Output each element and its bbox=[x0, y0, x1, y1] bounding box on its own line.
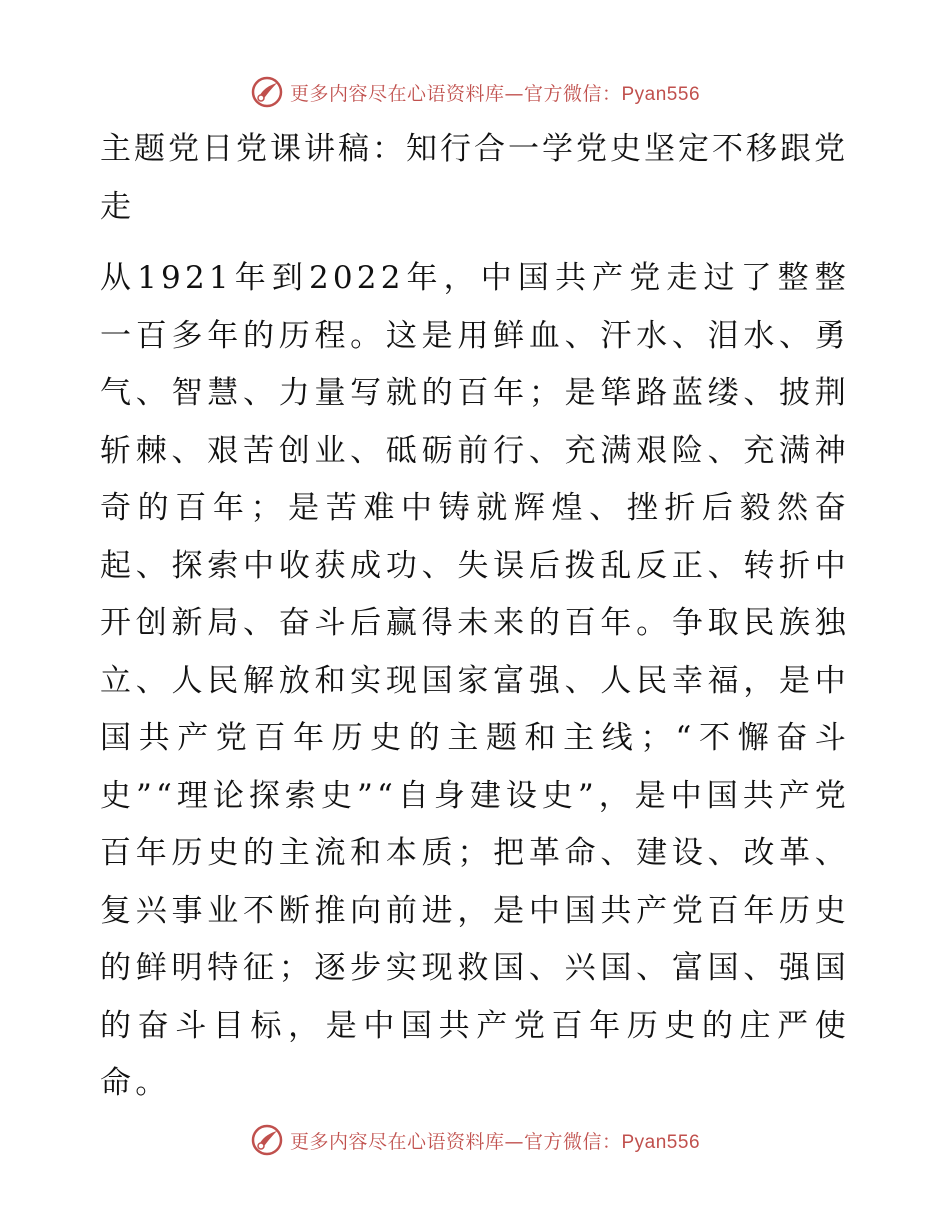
brush-emblem-icon bbox=[250, 1123, 284, 1157]
body-paragraph: 从1921年到2022年，中国共产党走过了整整一百多年的历程。这是用鲜血、汗水、泪水、勇气、智慧、力量写就的百年；是筚路蓝缕、披荆斩棘、艰苦创业、砥砺前行、充满艰险、充满神奇的百年；是苦难中铸就辉煌、挫折后毅然奋起、探索中收获成功、失误后拨乱反正、转折中开创新局、奋斗后赢得未来的百年。争取民族独立、人民解放和实现国家富强、人民幸福，是中国共产党百年历史的主题和主线；“不懈奋斗史”“理论探索史”“自身建设史”，是中国共产党百年历史的主流和本质；把革命、建设、改革、复兴事业不断推向前进，是中国共产党百年历史的鲜明特征；逐步实现救国、兴国、富国、强国的奋斗目标，是中国共产党百年历史的庄严使命。 bbox=[100, 260, 850, 1101]
header-watermark bbox=[0, 72, 950, 112]
brush-emblem-icon bbox=[250, 75, 284, 109]
watermark-text: 更多内容尽在心语资料库—官方微信：Pyan556 bbox=[289, 82, 701, 105]
wechat-handle: Pyan556 bbox=[621, 83, 701, 105]
footer-watermark bbox=[0, 1120, 950, 1160]
watermark-text: 更多内容尽在心语资料库—官方微信：Pyan556 bbox=[289, 1130, 701, 1153]
wechat-handle: Pyan556 bbox=[621, 1131, 701, 1153]
document-title: 主题党日党课讲稿：知行合一学党史坚定不移跟党走 bbox=[100, 131, 848, 225]
